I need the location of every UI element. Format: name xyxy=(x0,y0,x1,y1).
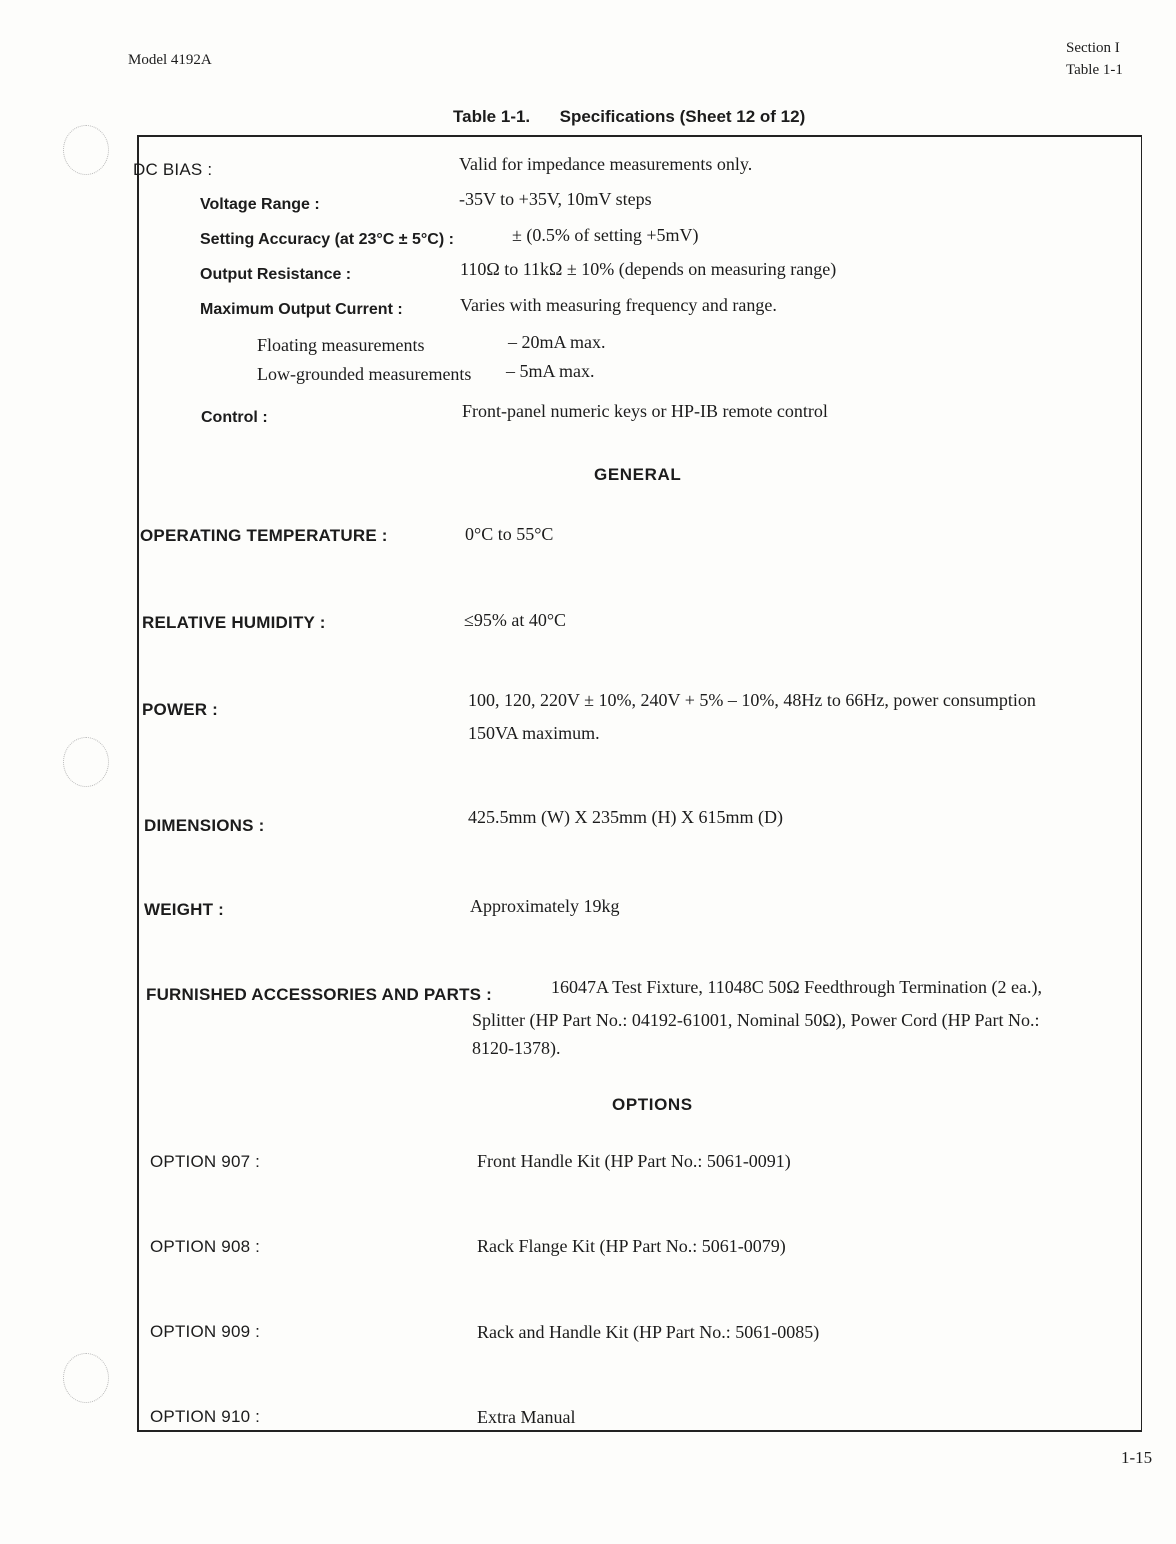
option-910-value: Extra Manual xyxy=(477,1407,576,1427)
low-grounded-measurements-value: – 5mA max. xyxy=(506,361,595,381)
output-resistance-label: Output Resistance : xyxy=(200,266,352,283)
relative-humidity-value: ≤95% at 40°C xyxy=(464,610,567,630)
option-908-label: OPTION 908 : xyxy=(150,1237,261,1256)
option-908-value: Rack Flange Kit (HP Part No.: 5061-0079) xyxy=(477,1236,786,1256)
floating-measurements-label: Floating measurements xyxy=(257,335,425,355)
option-909-value: Rack and Handle Kit (HP Part No.: 5061-0085) xyxy=(477,1322,820,1342)
control-label: Control : xyxy=(201,409,268,426)
furnished-accessories-value-line2: Splitter (HP Part No.: 04192-61001, Nominal 50Ω), Power Cord (HP Part No.: xyxy=(472,1010,1040,1030)
max-output-current-label: Maximum Output Current : xyxy=(200,301,403,318)
power-value-line2: 150VA maximum. xyxy=(468,723,600,743)
option-907-label: OPTION 907 : xyxy=(150,1152,261,1171)
max-output-current-value: Varies with measuring frequency and range. xyxy=(460,295,777,315)
voltage-range-value: -35V to +35V, 10mV steps xyxy=(459,189,652,209)
punch-hole-bottom xyxy=(63,1353,109,1403)
operating-temperature-label: OPERATING TEMPERATURE : xyxy=(140,526,388,545)
furnished-accessories-value-line3: 8120-1378). xyxy=(472,1038,561,1058)
dimensions-value: 425.5mm (W) X 235mm (H) X 615mm (D) xyxy=(468,807,783,827)
setting-accuracy-value: ± (0.5% of setting +5mV) xyxy=(512,225,699,245)
general-heading: GENERAL xyxy=(594,465,682,484)
option-907-value: Front Handle Kit (HP Part No.: 5061-0091) xyxy=(477,1151,791,1171)
model-label: Model 4192A xyxy=(128,52,212,68)
option-909-label: OPTION 909 : xyxy=(150,1322,261,1341)
page-number: 1-15 xyxy=(1121,1448,1153,1467)
table-title-caption: Specifications (Sheet 12 of 12) xyxy=(559,107,806,126)
power-value-line1: 100, 120, 220V ± 10%, 240V + 5% – 10%, 48Hz to 66Hz, power consumption xyxy=(468,690,1036,710)
dimensions-label: DIMENSIONS : xyxy=(144,816,265,835)
table-ref-label: Table 1-1 xyxy=(1066,62,1123,78)
operating-temperature-value: 0°C to 55°C xyxy=(465,524,554,544)
dc-bias-value: Valid for impedance measurements only. xyxy=(459,154,753,174)
relative-humidity-label: RELATIVE HUMIDITY : xyxy=(142,613,326,632)
table-title-number: Table 1-1. xyxy=(453,107,531,126)
weight-label: WEIGHT : xyxy=(144,900,224,919)
low-grounded-measurements-label: Low-grounded measurements xyxy=(257,364,472,384)
output-resistance-value: 110Ω to 11kΩ ± 10% (depends on measuring range) xyxy=(460,259,837,279)
section-label: Section I xyxy=(1066,40,1120,56)
options-heading: OPTIONS xyxy=(612,1095,693,1114)
control-value: Front-panel numeric keys or HP-IB remote control xyxy=(462,401,828,421)
power-label: POWER : xyxy=(142,700,219,719)
voltage-range-label: Voltage Range : xyxy=(200,196,320,213)
setting-accuracy-label: Setting Accuracy (at 23°C ± 5°C) : xyxy=(200,231,454,248)
weight-value: Approximately 19kg xyxy=(470,896,620,916)
punch-hole-middle xyxy=(63,737,109,787)
punch-hole-top xyxy=(63,125,109,175)
furnished-accessories-value-line1: 16047A Test Fixture, 11048C 50Ω Feedthrough Termination (2 ea.), xyxy=(551,977,1042,997)
furnished-accessories-label: FURNISHED ACCESSORIES AND PARTS : xyxy=(146,985,492,1004)
table-title xyxy=(453,107,805,127)
option-910-label: OPTION 910 : xyxy=(150,1407,261,1426)
dc-bias-label: DC BIAS : xyxy=(133,160,213,179)
floating-measurements-value: – 20mA max. xyxy=(508,332,606,352)
